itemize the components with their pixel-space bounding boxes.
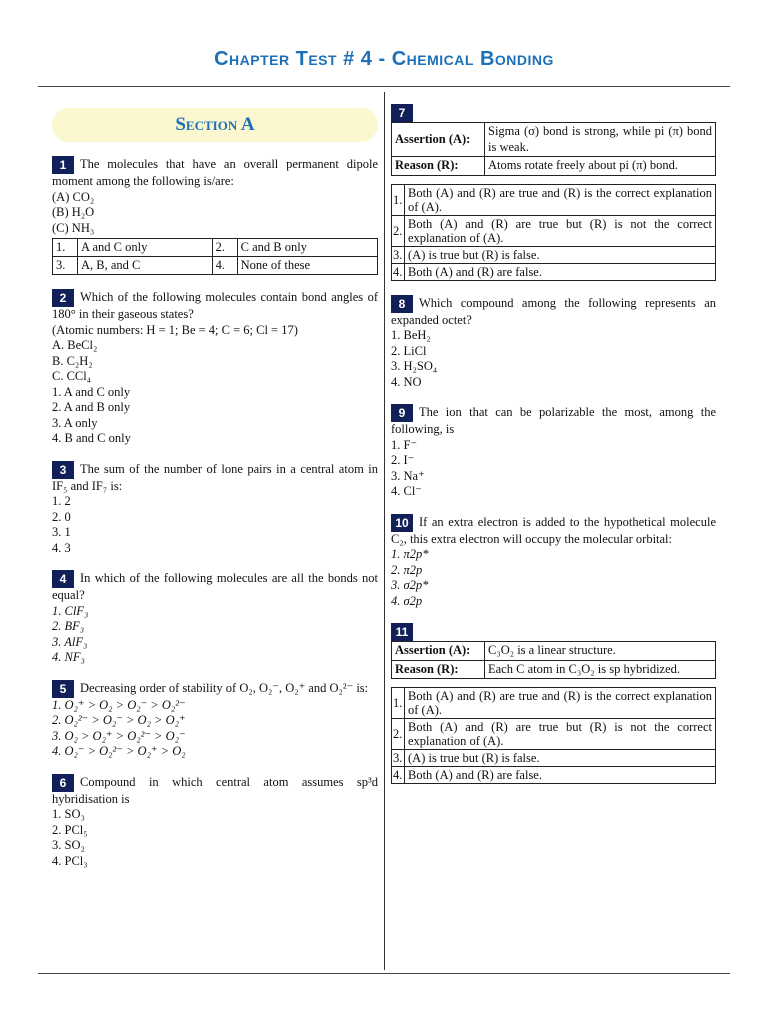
assertion-text: C₃O₂ is a linear structure. (485, 642, 716, 661)
reason-text: Each C atom in C₃O₂ is sp hybridized. (485, 660, 716, 679)
page-title: Chapter Test # 4 - Chemical Bonding (214, 48, 554, 70)
option-number: 4. (392, 767, 405, 784)
list-item: C. CCl₄ (52, 369, 92, 383)
table-row (392, 642, 716, 661)
right-column (391, 104, 716, 798)
option-text: Both (A) and (R) are false. (405, 767, 716, 784)
list-item: (A) CO₂ (52, 189, 95, 204)
option: 2. PCl₅ (52, 822, 88, 837)
option: 4. B and C only (52, 431, 131, 445)
option: 2. 0 (52, 509, 71, 524)
list-item: B. C₂H₂ (52, 353, 93, 368)
option-text: A, B, and C (78, 257, 213, 275)
option-number: 3. (53, 257, 78, 275)
table-row (392, 263, 716, 280)
option-text: (A) is true but (R) is false. (405, 750, 716, 767)
table-row (392, 750, 716, 767)
option: 2. BF₃ (52, 619, 85, 633)
reason-label: Reason (R): (392, 157, 485, 176)
question-text: Compound in which central atom assumes sp³d hybridisation is (52, 774, 378, 806)
option: 1. 2 (52, 494, 71, 508)
option-number: 2. (392, 719, 405, 750)
option-number: 4. (392, 263, 405, 280)
question-6 (52, 774, 378, 870)
question-4 (52, 570, 378, 666)
options-table (52, 238, 378, 275)
option: 1. SO₃ (52, 807, 85, 821)
question-text: The sum of the number of lone pairs in a central atom in IF₅ and IF₇ is: (52, 461, 378, 493)
option-number: 1. (53, 239, 78, 257)
header-rule (38, 86, 730, 87)
question-number: 2 (52, 289, 74, 307)
option: 1. π2p* (391, 547, 429, 561)
question-number: 4 (52, 570, 74, 588)
list-item: (B) H₂O (52, 205, 95, 219)
option: 4. NO (391, 374, 422, 389)
option-text: Both (A) and (R) are true but (R) is not the correct explanation of (A). (405, 215, 716, 246)
option: 4. NF₃ (52, 650, 85, 664)
option: 2. π2p (391, 562, 423, 577)
table-row (392, 767, 716, 784)
option-text: Both (A) and (R) are false. (405, 263, 716, 280)
assertion-reason-table (391, 122, 716, 176)
option: 3. A only (52, 415, 98, 430)
reason-label: Reason (R): (392, 660, 485, 679)
assertion-reason-table (391, 641, 716, 679)
option: 3. σ2p* (391, 578, 429, 592)
question-text: In which of the following molecules are all the bonds not equal? (52, 570, 378, 602)
table-row (392, 246, 716, 263)
option-number: 4. (212, 257, 237, 275)
table-row (392, 688, 716, 719)
question-number: 8 (391, 295, 413, 313)
choices-table (391, 687, 716, 784)
question-3 (52, 461, 378, 557)
question-1 (52, 156, 378, 275)
option: 4. Cl⁻ (391, 484, 422, 498)
option: 3. 1 (52, 525, 71, 539)
question-number: 11 (391, 623, 413, 641)
option-text: Both (A) and (R) are true and (R) is the correct explanation of (A). (405, 184, 716, 215)
option: 1. ClF₃ (52, 603, 89, 618)
option: 1. F⁻ (391, 437, 418, 452)
question-2 (52, 289, 378, 447)
option: 3. H₂SO₄ (391, 359, 438, 373)
option: 1. A and C only (52, 384, 131, 399)
question-text: Decreasing order of stability of O₂, O₂⁻, O₂⁺ and O₂²⁻ is: (80, 680, 369, 695)
table-row (392, 215, 716, 246)
option-text: Both (A) and (R) are true but (R) is not the correct explanation of (A). (405, 719, 716, 750)
list-item: (C) NH₃ (52, 220, 95, 235)
question-10 (391, 514, 716, 610)
question-text: Which of the following molecules contain bond angles of 180° in their gaseous states? (52, 289, 378, 321)
question-9 (391, 404, 716, 500)
question-8 (391, 295, 716, 391)
table-row (53, 239, 378, 257)
option: 3. Na⁺ (391, 468, 425, 483)
option-text: C and B only (237, 239, 377, 257)
question-text: If an extra electron is added to the hypothetical molecule C₂, this extra electron will occupy the molecular orbital: (391, 514, 716, 546)
option: 3. O₂ > O₂⁺ > O₂²⁻ > O₂⁻ (52, 728, 186, 743)
option-text: None of these (237, 257, 377, 275)
question-number: 6 (52, 774, 74, 792)
option-text: Both (A) and (R) are true and (R) is the correct explanation of (A). (405, 688, 716, 719)
option: 4. σ2p (391, 593, 423, 608)
table-row (392, 719, 716, 750)
question-number: 1 (52, 156, 74, 174)
option: 4. 3 (52, 540, 71, 555)
option: 2. I⁻ (391, 453, 415, 467)
option: 4. O₂⁻ > O₂²⁻ > O₂⁺ > O₂ (52, 744, 186, 758)
assertion-label: Assertion (A): (392, 642, 485, 661)
option: 3. AlF₃ (52, 634, 88, 649)
option-number: 1. (392, 688, 405, 719)
table-row (392, 123, 716, 157)
assertion-text: Sigma (σ) bond is strong, while pi (π) bond is weak. (485, 123, 716, 157)
question-note: (Atomic numbers: H = 1; Be = 4; C = 6; Cl = 17) (52, 322, 298, 337)
option-text: (A) is true but (R) is false. (405, 246, 716, 263)
option-number: 2. (212, 239, 237, 257)
question-number: 5 (52, 680, 74, 698)
section-heading: Section A (52, 108, 378, 142)
table-row (53, 257, 378, 275)
question-5 (52, 680, 378, 760)
choices-table (391, 184, 716, 281)
option-number: 1. (392, 184, 405, 215)
table-row (392, 184, 716, 215)
option: 2. A and B only (52, 400, 131, 414)
option-number: 2. (392, 215, 405, 246)
list-item: A. BeCl₂ (52, 338, 98, 352)
option: 1. BeH₂ (391, 328, 431, 342)
reason-text: Atoms rotate freely about pi (π) bond. (485, 157, 716, 176)
option: 2. O₂²⁻ > O₂⁻ > O₂ > O₂⁺ (52, 713, 186, 727)
option-number: 3. (392, 750, 405, 767)
option: 1. O₂⁺ > O₂ > O₂⁻ > O₂²⁻ (52, 697, 186, 712)
table-row (392, 157, 716, 176)
left-column (52, 108, 378, 883)
option: 4. PCl₃ (52, 853, 88, 868)
question-7 (391, 104, 716, 281)
question-number: 7 (391, 104, 413, 122)
option-text: A and C only (78, 239, 213, 257)
option: 2. LiCl (391, 343, 427, 358)
question-text: The ion that can be polarizable the most, among the following, is (391, 404, 716, 436)
footer-rule (38, 973, 730, 974)
question-text: The molecules that have an overall permanent dipole moment among the following is/are: (52, 156, 378, 188)
question-11 (391, 623, 716, 784)
column-divider (384, 92, 385, 970)
table-row (392, 660, 716, 679)
question-number: 10 (391, 514, 413, 532)
question-number: 3 (52, 461, 74, 479)
question-number: 9 (391, 404, 413, 422)
question-text: Which compound among the following represents an expanded octet? (391, 295, 716, 327)
option-number: 3. (392, 246, 405, 263)
assertion-label: Assertion (A): (392, 123, 485, 157)
option: 3. SO₂ (52, 838, 85, 852)
